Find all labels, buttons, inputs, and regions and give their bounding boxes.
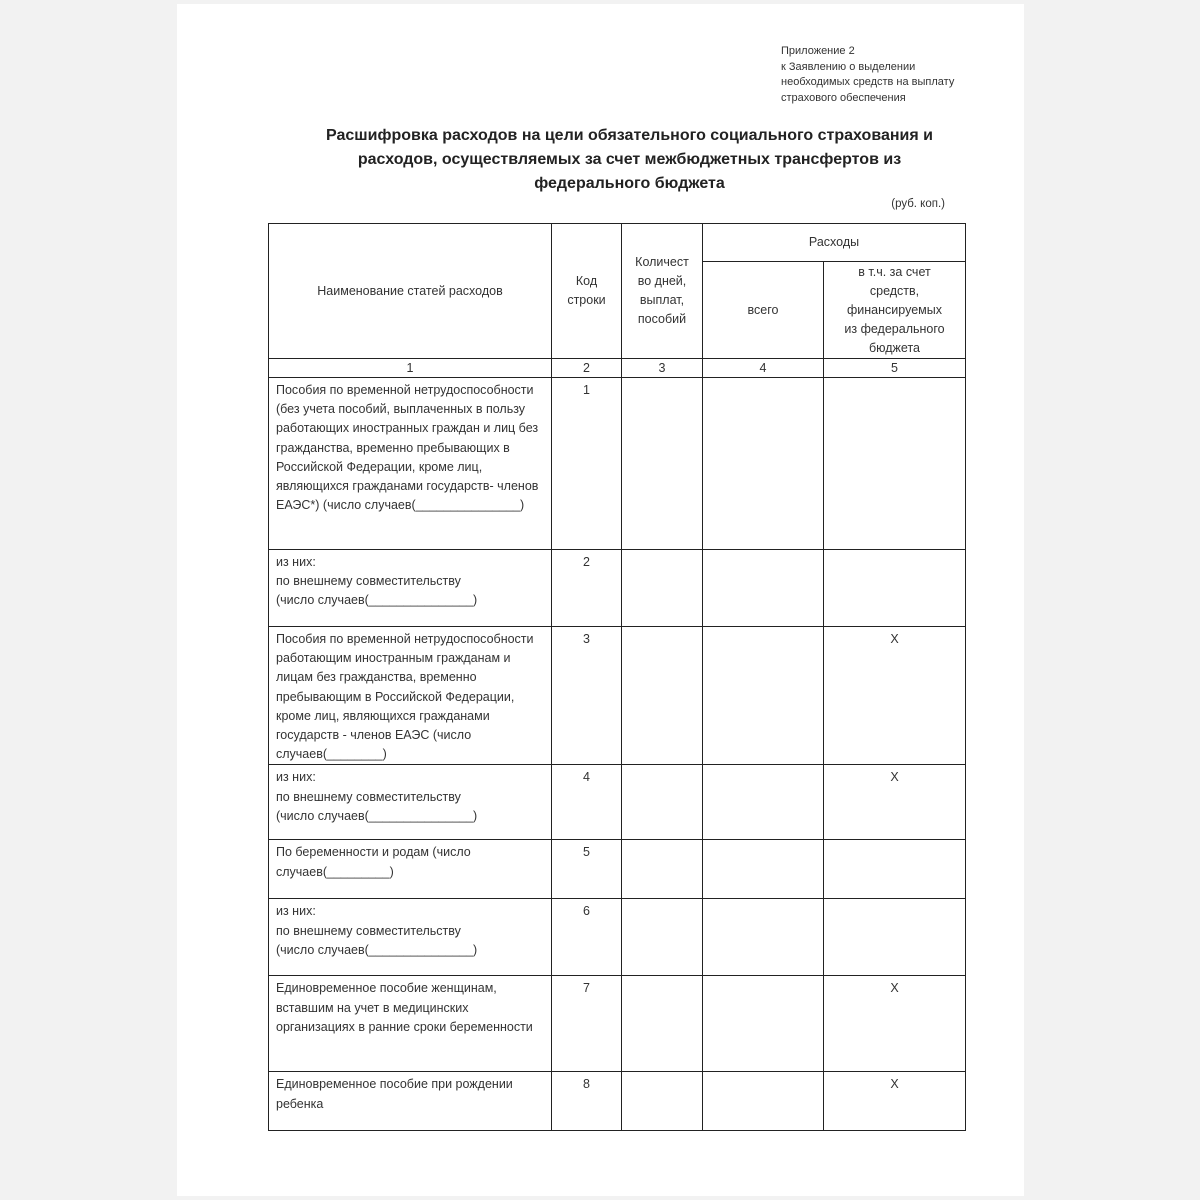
row-federal-cell (824, 840, 966, 899)
row-total-cell (703, 976, 824, 1072)
table-row (269, 976, 966, 1072)
header-expenses: Расходы (703, 224, 966, 262)
header-total: всего (703, 262, 824, 359)
units-note: (руб. коп.) (891, 198, 945, 210)
title-line-3: федерального бюджета (534, 175, 725, 192)
row-name: Единовременное пособие женщинам, вставшим на учет в медицинских организациях в ранние сроки беременности (269, 976, 552, 1072)
row-count-cell (622, 976, 703, 1072)
column-number: 3 (622, 359, 703, 378)
header-row (269, 224, 966, 262)
row-name: из них: по внешнему совместительству (число случаев(_______________) (269, 899, 552, 976)
header-name: Наименование статей расходов (269, 224, 552, 359)
header-federal: в т.ч. за счет средств, финансируемых из федерального бюджета (824, 262, 966, 359)
row-count-cell (622, 840, 703, 899)
expenses-table (268, 223, 966, 1131)
row-federal-cell (824, 550, 966, 627)
row-federal-cell: Х (824, 765, 966, 840)
table-row (269, 1072, 966, 1131)
row-total-cell (703, 840, 824, 899)
table-row (269, 840, 966, 899)
row-code: 6 (552, 899, 622, 976)
row-federal-cell (824, 378, 966, 550)
row-count-cell (622, 1072, 703, 1131)
title-line-2: расходов, осуществляемых за счет межбюджетных трансфертов из (357, 151, 902, 168)
row-name: Единовременное пособие при рождении ребенка (269, 1072, 552, 1131)
row-name: из них: по внешнему совместительству (число случаев(_______________) (269, 765, 552, 840)
appendix-line-4: страхового обеспечения (781, 91, 906, 104)
appendix-line-2: к Заявлению о выделении (781, 60, 916, 73)
header-count: Количест во дней, выплат, пособий (622, 224, 703, 359)
row-count-cell (622, 765, 703, 840)
row-count-cell (622, 627, 703, 765)
appendix-line-1: Приложение 2 (781, 45, 855, 57)
row-code: 1 (552, 378, 622, 550)
row-count-cell (622, 899, 703, 976)
column-number: 4 (703, 359, 824, 378)
document-page (177, 4, 1024, 1196)
row-total-cell (703, 378, 824, 550)
row-federal-cell: Х (824, 976, 966, 1072)
header-code: Код строки (552, 224, 622, 359)
table-row (269, 550, 966, 627)
table-row (269, 899, 966, 976)
row-federal-cell (824, 899, 966, 976)
document-title (277, 124, 982, 196)
appendix-note (781, 44, 1001, 106)
row-count-cell (622, 378, 703, 550)
row-total-cell (703, 627, 824, 765)
row-code: 8 (552, 1072, 622, 1131)
row-count-cell (622, 550, 703, 627)
table-row (269, 765, 966, 840)
column-number: 5 (824, 359, 966, 378)
row-total-cell (703, 550, 824, 627)
row-total-cell (703, 1072, 824, 1131)
table-row (269, 378, 966, 550)
row-name: По беременности и родам (число случаев(_________) (269, 840, 552, 899)
row-name: Пособия по временной нетрудоспособности (без учета пособий, выплаченных в пользу работающих иностранных граждан и лиц без гражданства, временно пребывающих в Российской Федерации, кроме лиц, являющихся гражданами государств- членов ЕАЭС*) (число случаев(_______________) (269, 378, 552, 550)
column-numbers-row (269, 359, 966, 378)
row-total-cell (703, 765, 824, 840)
row-code: 7 (552, 976, 622, 1072)
row-total-cell (703, 899, 824, 976)
row-name: из них: по внешнему совместительству (число случаев(_______________) (269, 550, 552, 627)
row-code: 2 (552, 550, 622, 627)
row-code: 4 (552, 765, 622, 840)
row-name: Пособия по временной нетрудоспособности работающим иностранным гражданам и лицам без гражданства, временно пребывающим в Российской Федерации, кроме лиц, являющихся гражданами государств - членов ЕАЭС (число случаев(________) (269, 627, 552, 765)
row-federal-cell: Х (824, 1072, 966, 1131)
row-code: 3 (552, 627, 622, 765)
row-code: 5 (552, 840, 622, 899)
table-row (269, 627, 966, 765)
column-number: 1 (269, 359, 552, 378)
row-federal-cell: Х (824, 627, 966, 765)
title-line-1: Расшифровка расходов на цели обязательного социального страхования и (326, 127, 933, 144)
appendix-line-3: необходимых средств на выплату (781, 76, 955, 88)
column-number: 2 (552, 359, 622, 378)
